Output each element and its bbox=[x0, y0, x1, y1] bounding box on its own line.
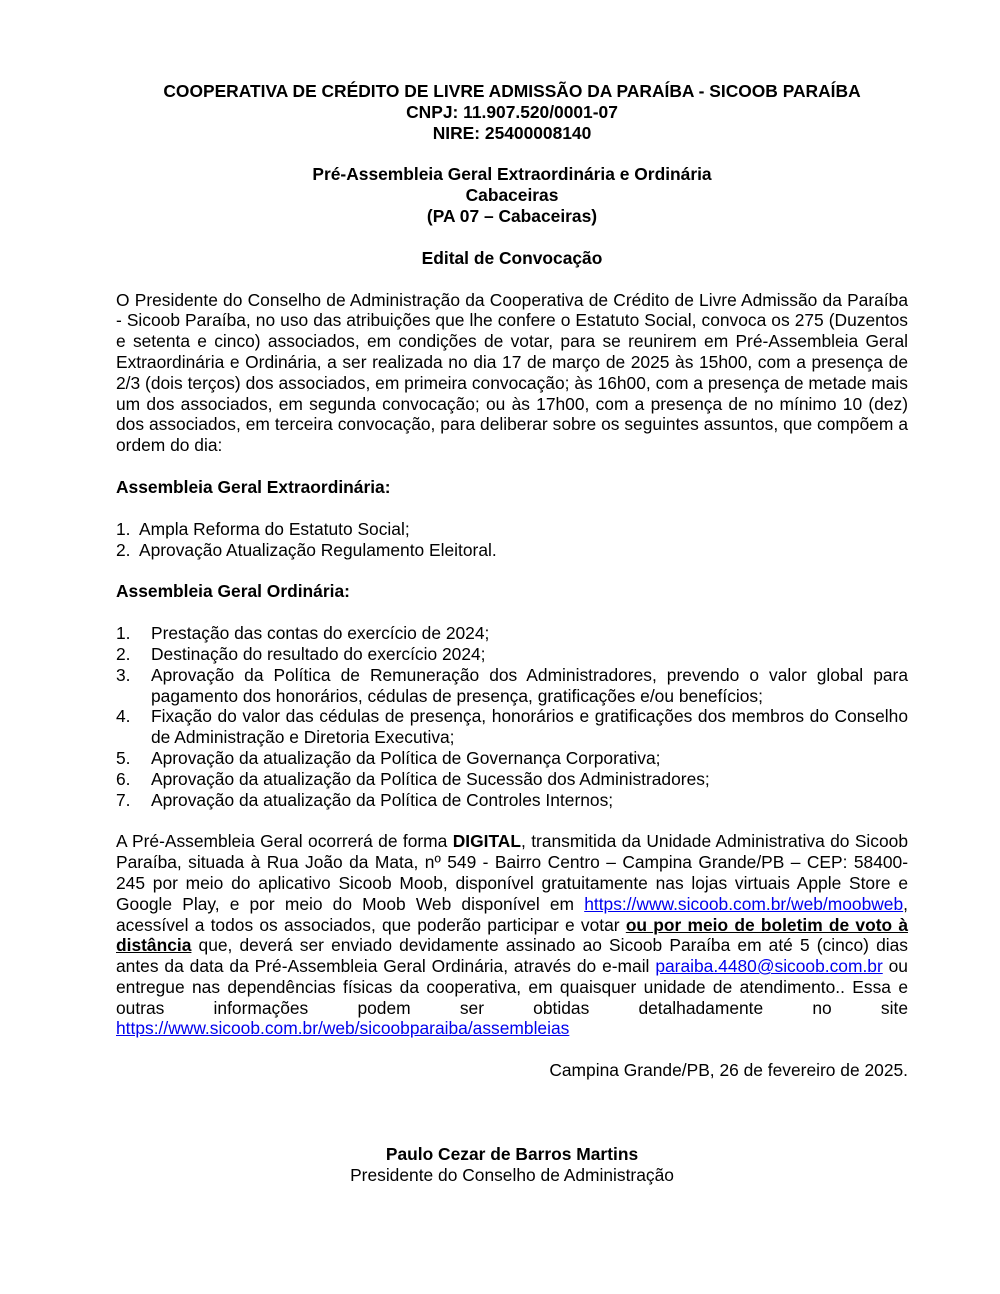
agenda-item: 2. Aprovação Atualização Regulamento Eleitoral. bbox=[116, 539, 497, 560]
digital-assembly-paragraph: A Pré-Assembleia Geral ocorrerá de forma DIGITAL, transmitida da Unidade Administrativa do Sicoob Paraíba, situada à Rua João da Mata, nº 549 - Bairro Centro – Campina Grande/PB – CEP: 58400-245 por meio do aplicativo Sicoob Moob, disponível gratuitamente nas lojas virtuais Apple Store e Google Play, e por meio do Moob Web disponível em https://www.sicoob.com.br/web/moobweb, acessível a todos os associados, que poderão participar e votar ou por meio de boletim de voto à distância que, deverá ser enviado devidamente assinado ao Sicoob Paraíba em até 5 (cinco) dias antes da data da Pré-Assembleia Geral Ordinária, através do e-mail paraiba.4480@sicoob.com.br ou entregue nas dependências físicas da cooperativa, em quaisquer unidade de atendimento.. Essa e outras informações podem ser obtidas detalhadamente no site https://www.sicoob.com.br/web/sicoobparaiba/assembleias bbox=[116, 831, 909, 1039]
extraordinary-agenda-list bbox=[116, 519, 908, 561]
remote-vote-emphasis: ou por meio de boletim de voto à distância bbox=[116, 914, 909, 956]
agenda-item: 7. Aprovação da atualização da Política de Controles Internos; bbox=[116, 789, 614, 810]
intro-paragraph: O Presidente do Conselho de Administração da Cooperativa de Crédito de Livre Admissão da Paraíba - Sicoob Paraíba, no uso das atribuições que lhe confere o Estatuto Social, convoca os 275 (Duzentos e setenta e cinco) associados, em condições de votar, para se reunirem em Pré-Assembleia Geral Extraordinária e Ordinária, a ser realizada no dia 17 de março de 2025 às 15h00, com a presença de 2/3 (dois terços) dos associados, em primeira convocação; às 16h00, com a presença de metade mais um dos associados, em segunda convocação; ou às 17h00, com a presença de no mínimo 10 (dez) dos associados, em terceira convocação, para deliberar sobre os seguintes assuntos, que compõem a ordem do dia: bbox=[116, 289, 908, 456]
document-type: Edital de Convocação bbox=[421, 247, 603, 268]
document-title-block bbox=[116, 164, 908, 268]
unit-name: Cabaceiras bbox=[465, 185, 559, 206]
cnpj: CNPJ: 11.907.520/0001-07 bbox=[406, 101, 618, 122]
ordinary-section-title: Assembleia Geral Ordinária: bbox=[116, 581, 350, 602]
agenda-item: 1. Ampla Reforma do Estatuto Social; bbox=[116, 518, 410, 539]
document-header bbox=[116, 81, 908, 143]
digital-emphasis: DIGITAL bbox=[452, 831, 521, 852]
email-link[interactable]: paraiba.4480@sicoob.com.br bbox=[655, 956, 883, 977]
document-page bbox=[116, 81, 908, 1186]
agenda-item: 4. Fixação do valor das cédulas de presença, honorários e gratificações dos membros do Conselho de Administração e Diretoria Executiva; bbox=[116, 706, 908, 748]
agenda-item: 2. Destinação do resultado do exercício 2024; bbox=[116, 643, 486, 664]
extraordinary-section-title: Assembleia Geral Extraordinária: bbox=[116, 476, 391, 497]
signatory-role: Presidente do Conselho de Administração bbox=[350, 1164, 674, 1185]
assembly-title: Pré-Assembleia Geral Extraordinária e Ordinária bbox=[312, 164, 712, 185]
signatory-name: Paulo Cezar de Barros Martins bbox=[385, 1144, 639, 1165]
place-and-date: Campina Grande/PB, 26 de fevereiro de 2025. bbox=[549, 1060, 908, 1081]
nire: NIRE: 25400008140 bbox=[432, 122, 592, 143]
agenda-item: 1. Prestação das contas do exercício de 2024; bbox=[116, 623, 490, 644]
agenda-item: 3. Aprovação da Política de Remuneração dos Administradores, prevendo o valor global para pagamento dos honorários, cédulas de presença, gratificações e/ou benefícios; bbox=[116, 664, 908, 706]
ordinary-agenda-list bbox=[116, 623, 908, 810]
signature-block bbox=[116, 1144, 908, 1186]
unit-code: (PA 07 – Cabaceiras) bbox=[426, 205, 598, 226]
agenda-item: 5. Aprovação da atualização da Política de Governança Corporativa; bbox=[116, 747, 661, 768]
agenda-item: 6. Aprovação da atualização da Política de Sucessão dos Administradores; bbox=[116, 768, 710, 789]
org-name: COOPERATIVA DE CRÉDITO DE LIVRE ADMISSÃO DA PARAÍBA - SICOOB PARAÍBA bbox=[163, 81, 861, 101]
moobweb-link[interactable]: https://www.sicoob.com.br/web/moobweb bbox=[584, 893, 904, 914]
assembleias-link[interactable]: https://www.sicoob.com.br/web/sicoobparaiba/assembleias bbox=[116, 1018, 570, 1039]
